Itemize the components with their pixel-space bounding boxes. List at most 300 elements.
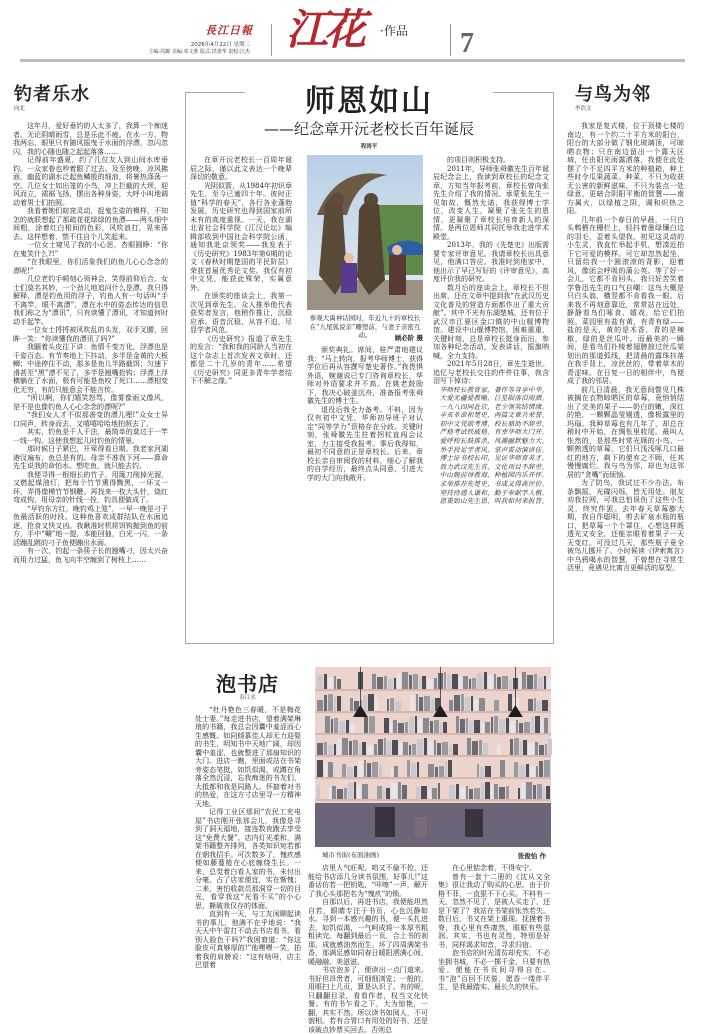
book-spine: [328, 745, 333, 755]
book-spine: [521, 783, 525, 799]
book-spine: [375, 697, 378, 711]
paragraph: 店里人气旺呢。咱又不偷不抢，还能给书店添几分读书氛围，好事儿!”这番话仿若一把钥匙，“咔嚓”一声，解开了我心头那把名为“愧疚”的锁。: [308, 864, 428, 898]
book-spine: [346, 720, 349, 733]
book-spine: [353, 740, 358, 755]
paragraph: 曾有一套十二册的《沈从文全集》很让我动了购买的心思。由于价格不菲，一直狠不下心买。不料有一天，忽然不见了，是被人买走了，还是下架了？我站在书架前怅然若失。数日后，书又在架上重现。抚摸着书脊，我心里有些凄然，眼眶有些湿润。其实，书也有灵性，特别是好书，同样渴求知音，寻求归宿。: [438, 872, 550, 949]
book-spine: [463, 676, 468, 689]
poem-line: 中山舰前谆教诲，种植园内乐开怀。: [439, 471, 549, 480]
divider: [271, 24, 272, 56]
book-spine: [494, 674, 496, 689]
book-spine: [422, 676, 426, 689]
book-spine: [535, 716, 540, 733]
paragraph: 2021年5月28日，章先生逝世。追忆与老校长交往的件件往事，我含泪写下悼诗：: [433, 360, 549, 385]
book-spine: [497, 745, 501, 755]
poem-line: 初中文凭欲考博，校长鼎助不辞劳。: [439, 419, 549, 428]
book-spine: [469, 679, 471, 689]
book-spine: [419, 677, 421, 689]
book-spine: [449, 700, 453, 711]
book-spine: [499, 787, 505, 799]
book-spine: [506, 718, 509, 733]
poem-line: 举手投足学者风，掌声雷动演讲佳。: [439, 445, 549, 454]
book-spine: [368, 694, 374, 711]
book-spine: [524, 722, 530, 733]
book-spine: [417, 739, 423, 755]
book-spine: [454, 695, 460, 711]
book-spine: [480, 767, 484, 777]
book-spine: [377, 786, 382, 799]
page-number: 7: [460, 28, 474, 59]
book-spine: [337, 696, 341, 711]
book-spine: [523, 740, 527, 755]
book-spine: [379, 765, 382, 777]
book-spine: [334, 697, 336, 711]
book-spine: [518, 788, 520, 799]
book-spine: [317, 785, 320, 799]
book-spine: [544, 760, 550, 777]
book-spine: [384, 718, 389, 733]
book-spine: [542, 700, 548, 711]
book-spine: [364, 760, 366, 777]
book-spine: [347, 767, 353, 777]
book-spine: [460, 719, 465, 733]
paragraph: 2013年，我的《先楚史》出版需要专家评审意见。我请章校长出具意见，他满口答应。我准时到他家中，他出示了早已写好的《评审意见》，高度评价我的研究。: [433, 241, 549, 283]
poem-line: 华师校长教育家，著作等身享中华。: [439, 385, 549, 394]
book-spine: [328, 762, 333, 777]
book-spine: [484, 672, 487, 689]
section-name: ·作品: [380, 24, 408, 38]
book-spine: [494, 700, 499, 711]
book-spine: [432, 788, 437, 799]
book-spine: [383, 789, 385, 799]
article-author: 李浩文: [575, 106, 592, 112]
book-spine: [430, 721, 433, 733]
lamp-cord: [515, 667, 516, 707]
paragraph: 书店泡多了，便读出一点门道来。书好但昂贵者，可细细浏览；一般的，用眼扫上几页，算是认识了。有的呢，只翻翻目录，看看作者，权当文化快餐。有的书乍看之下，大为惊艳，一翻，其实不然。所以读书如阅人，不可貌相。若有合胃口有用处的好书，还是该破点钞票买回去。否则总: [308, 966, 428, 1034]
book-spine: [477, 673, 483, 689]
book-spine: [428, 741, 433, 755]
book-spine: [543, 787, 545, 799]
book-spine: [438, 783, 440, 799]
book-spine: [522, 672, 526, 689]
article-body: [13, 122, 168, 1020]
article-body: [190, 156, 292, 640]
book-spine: [456, 716, 459, 733]
book-spine: [399, 743, 402, 755]
box-border: [185, 92, 186, 643]
paragraph: 其实，钓鱼是千人千法，最简单的莫过于一竿一线一钩。这使我想起儿时钓鱼的情景。: [13, 428, 168, 445]
editor-credits: 主编:周璐 美编:邓文胜 版式:洪蕾华 责校:江杰: [148, 49, 250, 55]
photo-credit: 顾必阶 摄: [394, 334, 423, 342]
book-spine: [398, 723, 404, 733]
main-title: 师恩如山: [305, 84, 433, 119]
header-rule: [20, 59, 685, 62]
paragraph: 《历史研究》报道了章先生的发言：“我和我的同龄人当初在这个杂志上首次发表文章时，还都是二十几岁的青年……希望《历史研究》同更多青年学者结下不解之缘。”: [190, 334, 292, 385]
book-spine: [328, 677, 333, 689]
book-spine: [377, 677, 383, 689]
book-spine: [416, 787, 420, 799]
poem-line: 效力武汉先生喜，文化项目不辞劳。: [439, 462, 549, 471]
book-spine: [384, 676, 387, 689]
book-spine: [539, 745, 544, 755]
book-spine: [544, 676, 546, 689]
shelf-board: [315, 799, 551, 801]
paragraph: 数月后的座谈会上，章校长不但出席，还在文章中提到我“在武汉历史文化普及的营造方面都作出了重大贡献”。其中不光有东湖楚城，还有位于武汉市江夏区金口镇的中山舰博物馆。建设中山舰博物馆，困难重重，关键时刻，总是章校长挺身而出，参加各种纪念活动，发表讲话，摇旗呐喊，全力支持。: [433, 283, 549, 360]
paragraph: 几年前一个春日的早晨，一只白头鹎栖在栅栏上，轻抖着墨绿镶白边的羽毛，歪着头望我。初见这灵动的小生灵，我直忙举起手机，想凑近拍下它可爱的模样。可它却忽然起坐，只留给我一个圆滚滚的背影，迎着风，像团会呼吸的蒲公英。等了好一会儿，它都不肯回头，我只好苦笑着学鲁迅先生的口气自嘲：这鸟大概是只白头翁，横竖都不肯看我一眼。后来我不再刻意靠近，常常站在远处，静静看鸟们啄食、嬉戏，给它们拍照。菜园里有盐有黄，有青有绿——盐的是天，黄的是木香，青的是辣椒，绿的是丝瓜叶。而最美的一瞬间，是看鸟们扑棱着翅膀掠过丝瓜架划出的那道弧线，把清晨的露珠抖落在我手背上，凉丝丝的，带着草木的青涩味。在日复一日的相伴中，鸟便成了我的邻居。: [567, 215, 684, 385]
book-spine: [537, 701, 541, 711]
book-spine: [342, 764, 346, 777]
book-spine: [494, 716, 498, 733]
book-spine: [528, 699, 533, 711]
book-spine: [440, 723, 442, 733]
paragraph: 我家是复式楼，位于顶楼七楼的南边，有一个约二十平方米的阳台，阳台的大部分做了钢化玻璃顶，可晾晒衣物；只在南边留出一个露天区域，任由阳光雨露洒落，我便在此处摆了个不足四平方米的种植箱，种上些时令瓜果蔬菜。种菜，不只为收获无公害的新鲜滋味，不只为装点一处绿意，更暗合阴阳平衡的智慧——南方属火，以绿植之阴，调和炽热之阳。: [567, 122, 684, 215]
book-spine: [530, 767, 535, 777]
book-spine: [466, 786, 468, 799]
book-spine: [403, 742, 408, 755]
book-spine: [324, 742, 327, 755]
book-spine: [510, 721, 515, 733]
book-spine: [485, 722, 490, 733]
book-spine: [472, 741, 478, 755]
book-spine: [393, 720, 397, 733]
book-spine: [481, 723, 484, 733]
book-spine: [332, 786, 336, 799]
paragraph: 在心里惦念着，不得安宁。: [452, 864, 536, 872]
book-spine: [491, 717, 493, 733]
book-spine: [423, 718, 429, 733]
book-spine: [390, 698, 394, 711]
book-spine: [481, 783, 484, 799]
book-spine: [419, 697, 423, 711]
article-body: [433, 156, 549, 640]
lamp-cord: [440, 667, 441, 707]
book-spine: [466, 718, 468, 733]
paragraph: 记得工业区那间“农民工充电屋”书店刚开张那会儿，我像是寻到了洞天福地，接连数夜跑去享受这“免费大餐”。店内灯光柔和，满架书籍整齐排列，各类知识宛若都在朝我招手。可次数多了，愧疚感便如藤蔓般在心底缠绕生长。一来，总觉着白看人家的书，未付出分毫，占了店家便宜，实在惭愧；二来，害怕收款员那洞穿一切的目光，看穿我这“光看不买”的小心思，撕破我仅存的体面。: [195, 808, 301, 910]
book-spine: [388, 679, 393, 689]
section-logo: 江花: [286, 5, 363, 54]
paragraph: 这年月，爱好垂钓的人太多了，我算一个痴迷者。无论阴晴雨雪，总是乐此不疲。在水一方，物我两忘，眼里只有随风摇曳于水面的浮漂，忽闪忽闪，我的心随也随之起起落落……: [13, 122, 168, 156]
paragraph: 退役后我全力备考。不料，因为仅有初中文凭，华师初导班子对认定“同等学力”资格存在分歧。关键时刻，张舜徽先生拄着拐杖直闯会议室，力主接受我报考。事后我得知，最初不同意的正是章校长。后来，章校长亲自审阅我的材料，细心了解我的自学经历，最终点头同意，引进大学的大门向我敞开。: [307, 405, 423, 482]
book-spine: [471, 696, 473, 711]
book-spine: [424, 738, 427, 755]
book-spine: [514, 762, 518, 777]
paragraph: “我们女人才不似那善变的漂儿哩!”众女士异口同声，转身而去，又嘻嘻哈哈地拍照去了。: [13, 411, 168, 428]
book-spine: [410, 695, 415, 711]
article-title: 泡书店: [216, 672, 279, 696]
main-subtitle: ——纪念章开沅老校长百年诞辰: [263, 120, 474, 138]
book-spine: [541, 719, 543, 733]
chair: [375, 807, 395, 837]
book-spine: [342, 738, 348, 755]
backpack: [415, 817, 427, 837]
book-spine: [536, 766, 538, 777]
book-spine: [391, 767, 393, 777]
book-spine: [526, 764, 529, 777]
paragraph: “所以啊，你们嬉笑怒骂，像雾像雨又像风，是不是也像钓鱼人心心念念的漂呢?”: [13, 394, 168, 411]
book-spine: [497, 677, 501, 689]
book-spine: [394, 678, 396, 689]
book-spine: [317, 700, 323, 711]
book-spine: [431, 699, 434, 711]
paragraph: 我看着她们窈窕灵动，捉鬼生姿的模样，不知怎的就联想起了那疏花花绿绿的鱼漂——两头细中间粗，涂着红白相间的色彩，风吹浪打，晃来荡去。这样想着，禁不住自个儿笑起来。: [13, 207, 168, 241]
book-spine: [328, 694, 333, 711]
article-author: 程涛平: [360, 144, 378, 150]
book-spine: [494, 784, 498, 799]
image-caption: 城市书街(布面油画): [322, 851, 380, 859]
book-spine: [350, 723, 355, 733]
book-spine: [508, 694, 512, 711]
box-border: [185, 643, 554, 644]
book-spine: [413, 674, 418, 689]
lamp-cord: [360, 667, 361, 707]
book-spine: [469, 721, 473, 733]
book-spine: [409, 745, 411, 755]
book-spine: [544, 718, 548, 733]
book-spine: [538, 677, 543, 689]
book-spine: [519, 673, 521, 689]
book-spine: [506, 786, 509, 799]
paragraph: 前几日清晨，我无意间瞥见几株被搁在衣物晾晒区的草莓，竟悄悄结出了完美的果子——奶白的嫩，深红的艳，一颗颗晶莹剔透，像极露里的玛瑙。我种草莓也有几年了，却总在稍时中开始，在惆怅里收尾。最叫人怅然的，是那些时常光顾的小鸟。一颗熟透的草莓，它们只浅浅啄几口最红的地方，剩下的便弃之不顾，任其慢慢腐烂。我与鸟为邻，却也为这邻居的“贪嘴”而烦恼。: [567, 385, 684, 479]
image-credit: 张俊怡 作: [517, 852, 546, 860]
book-spine: [502, 676, 508, 689]
book-spine: [359, 743, 361, 755]
book-spine: [527, 675, 533, 689]
book-spine: [467, 738, 471, 755]
book-spine: [407, 760, 410, 777]
book-spine: [317, 675, 323, 689]
book-spine: [534, 674, 537, 689]
book-spine: [460, 787, 465, 799]
book-spine: [452, 674, 458, 689]
book-spine: [447, 675, 451, 689]
book-spine: [477, 764, 479, 777]
paragraph: 泡书店的时光清贫却充实，不必坐拥书城，不必一掷千金，只要有热爱，便能在书页间寻得自在。书“泡”百回不厌倦，愿香一缕伴平生，是我最踏实、最长久的快乐。: [438, 949, 550, 991]
newspaper-logo: 長江日報: [205, 24, 253, 37]
book-spine: [535, 742, 538, 755]
book-spine: [357, 785, 361, 799]
book-spine: [453, 744, 458, 755]
paragraph: “早钓东方红，晚钓鸡上笼”，一早一晚是刁子鱼最活跃的时段。这种鱼喜欢成群结队在水面追逐，抢食又快又凶。我瞅准时机将饵钩抛到鱼的前方，手中“唰”地一提，本能回抽，白光一闪，一条活蹦乱跳的刁子鱼便蹦出水面。: [13, 504, 168, 547]
book-spine: [434, 678, 437, 689]
book-spine: [324, 695, 327, 711]
book-spine: [469, 789, 473, 799]
divider: [450, 24, 451, 56]
book-spine: [325, 716, 330, 733]
book-spine: [500, 760, 505, 777]
paragraph: 有一次，钓起一条筷子长的翘嘴刁，因太兴奋而用力过猛，鱼飞向半空缠到了树枝上……: [13, 547, 168, 564]
book-spine: [395, 701, 401, 711]
book-spine: [324, 763, 327, 777]
book-spine: [491, 785, 493, 799]
book-spine: [412, 744, 416, 755]
book-spine: [449, 785, 455, 799]
book-spine: [362, 742, 366, 755]
book-spine: [519, 723, 523, 733]
book-spine: [334, 718, 338, 733]
book-spine: [339, 721, 345, 733]
book-spine: [409, 717, 414, 733]
book-spine: [372, 762, 378, 777]
book-spine: [390, 721, 392, 733]
book-spine: [415, 716, 417, 733]
shelf-board: [315, 777, 551, 779]
paragraph: 在颁奖的座谈会上，我第一次见到章先生。众人推举他代表获奖者发言，他稍作推让，沉稳应承。语音沉稳，从容不迫，尽显学者风范。: [190, 292, 292, 334]
book-spine: [548, 739, 552, 755]
paragraph: 一位女士捋捋被风吹乱的头发，双手叉腰，回眸一笑：“你读懂我的漂讯了吗?”: [13, 326, 168, 343]
paragraph: 记得前年盛夏，约了几位友人到山间水库垂钓。一众家眷也吵着跟了过去。及至傍晚，凉风拂面，幽蓝的湖水泛起鱼鳞般的细浪，将暑热涤荡一空。几位女士如出笼的小鸟，冲上拦截的大坝，迎风而立，裙裾飞扬，摆出各种身姿，大呼小叫地调动着男士们拍照。: [13, 156, 168, 207]
book-spine: [424, 696, 430, 711]
book-spine: [354, 766, 357, 777]
box-border: [553, 92, 554, 643]
book-spine: [509, 679, 512, 689]
paragraph: “牡丹艳色三春暖，不是梅花处士妻。”每走进书店，望着满架琳琅的书籍，我总会因囊中羞涩而心生感慨。如同倾慕佳人却无力迎娶的书生，明知书中天地广阔，却因囊中羞涩，也就整进了那扇知识的大门。进店一瞧，里面或站在书架旁姿态笔挺，如饥似渴，或蹲在角落全然沉浸，忘我痴迷的书友们，大抵都和我是同路人。怀揣着对书的热爱，在这方寸店里寻一方精神天地。: [195, 706, 301, 808]
poem-line: 恩重如山先生恩，叫我如何来报答。: [439, 497, 549, 506]
book-spine: [445, 761, 447, 777]
article-author: 向北: [14, 106, 26, 112]
poem-line: 博士证书校长印，见证华师育英才。: [439, 454, 549, 463]
paragraph: 直到有一天，与工友闲聊起读书的事儿，他满不在乎地说：“我天天中午雷打不动去书店看书，看别人脸色干吗?”我困窘道：“你这脸皮可真够厚的!”他嘿嘿一笑，拍着我的肩膀说：“这有啥呀，店主巴望着: [195, 910, 301, 969]
book-spine: [456, 784, 459, 799]
book-spine: [386, 788, 390, 799]
book-spine: [416, 694, 418, 711]
book-spine: [474, 788, 480, 799]
book-spine: [516, 720, 518, 733]
shelf-board: [315, 755, 551, 757]
book-spine: [526, 782, 532, 799]
book-spine: [367, 745, 373, 755]
book-spine: [418, 719, 422, 733]
book-spine: [427, 679, 433, 689]
book-spine: [364, 717, 368, 733]
paragraph: 几位老钓手顿刻心领神会，笑得前仰后合。女士们莫名其妙，一个劲儿地追问什么是漂。我只得解释，漂是钓鱼用的浮子，钓鱼人有一句话叫“手不离竿，眼不离漂”，漂在水中的姿态传达的信息我们称之为“漂讯”，只有读懂了漂讯，才知道何时动手起竿。: [13, 275, 168, 326]
book-spine: [387, 699, 389, 711]
book-spine: [348, 783, 353, 799]
paragraph: 颁奖典礼。席间，桂严肃地建议我：“马上转向，报考华师博士，获得学位后再从容撰写楚史著作。”我畏惧外语，婉谢说已专门咨询章校长，华师对外语要求并不高。在姚老鼓励下，我决心破釜沉舟，准备报考张舜徽先生的博士生。: [307, 346, 423, 405]
book-spine: [443, 722, 447, 733]
book-spine: [534, 698, 536, 711]
book-spine: [317, 743, 323, 755]
book-spine: [533, 785, 536, 799]
book-spine: [334, 744, 336, 755]
book-spine: [358, 761, 363, 777]
book-spine: [337, 679, 341, 689]
book-spine: [411, 763, 416, 777]
paragraph: 的项目则积极支持。: [447, 156, 510, 164]
book-spine: [428, 764, 434, 777]
book-spine: [479, 740, 482, 755]
book-spine: [545, 744, 547, 755]
photo-statue: [307, 155, 423, 310]
poem-line: 坚持待遇人谦和，勤于奉献学人楷。: [439, 488, 549, 497]
book-spine: [531, 717, 534, 733]
book-spine: [337, 789, 343, 799]
book-spine: [442, 742, 448, 755]
shelf-board: [315, 733, 551, 735]
book-spine: [350, 698, 353, 711]
paragraph: 我腼着头皮往下讲：鱼情千变万化，浮漂也是千姿百态。有节奏地上下抖动，多半是金黄的大板鲫；中途停住不动，那多是鱼儿半路截饵；匀速下滑甚至“黑”漂不见了，多半是翘嘴抢钩；浮漂上浮横躺在了水面，极有可能是鱼咬了死口……漂相变化无穷，有的只能意会不能言传。: [13, 343, 168, 394]
book-spine: [369, 716, 375, 733]
book-spine: [461, 694, 464, 711]
book-spine: [337, 739, 341, 755]
book-spine: [488, 675, 493, 689]
book-spine: [510, 739, 513, 755]
article-body: [567, 122, 684, 1020]
book-spine: [546, 786, 550, 799]
book-spine: [472, 678, 476, 689]
paragraph: 自那以后，再进书店，我便能坦然自若，眼睛专注于书页，心也沉静如水。寻到一本感兴趣的书，便一头扎进去，如饥似渴，一气呵成将一本厚书粗粗读完。每翻到最后一页，合上书的刹那，成就感油然而生。坏了四周满架书香，那满足感如同春日暖阳洒满心间，暖融融、美滋滋。: [308, 898, 428, 966]
book-spine: [405, 722, 408, 733]
book-spine: [394, 766, 398, 777]
article-title: 与鸟为邻: [575, 84, 651, 105]
book-spine: [324, 674, 327, 689]
paragraph: 在章开沅老校长一百周年诞辰之际，谨以此文表达一个晚辈深切的敬意。: [190, 156, 292, 181]
book-spine: [547, 679, 551, 689]
book-spine: [372, 674, 376, 689]
book-spine: [384, 738, 386, 755]
book-spine: [528, 743, 534, 755]
book-spine: [449, 745, 452, 755]
book-spine: [435, 767, 438, 777]
article-body: [307, 346, 423, 640]
article-author: 春江水: [239, 695, 256, 701]
book-spine: [398, 782, 401, 799]
book-spine: [474, 699, 478, 711]
book-spine: [434, 740, 436, 755]
paragraph: 那时候日子紧巴，开荤得看日期。我老家河湖港汊遍布，鱼总是有的。母亲不准我下河——算命先生说我的命怕水。想吃鱼，就只能去钓。: [13, 445, 168, 470]
article-title: 钓者乐水: [14, 84, 90, 105]
paragraph: 光阴似箭，从1984年初识章先生，至今已逾四十年。彼时正值“科学的春天”，各行各业蓬勃发展，历史研究也得到国家前所未有的高度重视。一天，我在湖北省社会科学院《江汉论坛》编辑部收到中国社会科学院公函，通知我赴京领奖——我发表于《历史研究》1983年第6期的论文《春秋时期楚国的平民阶层》荣获首届优秀论文奖。我仅有初中文凭，能获此殊荣，实属意外。: [190, 181, 292, 292]
floor: [315, 803, 551, 847]
book-spine: [397, 673, 401, 689]
book-spine: [483, 743, 488, 755]
book-spine: [437, 743, 441, 755]
book-spine: [349, 741, 352, 755]
book-spine: [363, 695, 367, 711]
book-spine: [485, 766, 491, 777]
chair: [465, 809, 483, 837]
book-spine: [374, 744, 377, 755]
photo-caption: 参观大禹神话园时，年近九十的章校长在“九尾狐说亲”雕塑前，与妻子亲密互动。: [309, 314, 421, 339]
book-spine: [439, 766, 444, 777]
book-spine: [428, 789, 431, 799]
poem-line: 严格考试铁威格，有幸华师大门开。: [439, 428, 549, 437]
book-spine: [378, 739, 383, 755]
article-body: [438, 864, 550, 1020]
book-spine: [329, 787, 331, 799]
book-spine: [421, 786, 427, 799]
book-spine: [344, 788, 347, 799]
article-body: [308, 864, 428, 1034]
painting-bookstore: [315, 667, 551, 847]
book-spine: [354, 782, 356, 799]
book-spine: [479, 698, 485, 711]
book-spine: [459, 677, 462, 689]
book-spine: [409, 675, 412, 689]
paragraph: 2011年，导师张舜徽先生百年诞辰纪念会上，我读到章校长的纪念文章，方知当年报考前，章校长曾向张先生介绍了我的情况。承蒙张先生一见如故，慨然允诺，我获得博士学位，改变人生，凝聚了张先生的恩情，更凝聚了章校长培育新人的深情。是两位恩师共同托举我走进学术殿堂。: [433, 164, 549, 241]
book-spine: [392, 740, 398, 755]
book-spine: [334, 676, 336, 689]
book-spine: [362, 784, 368, 799]
book-spine: [402, 672, 408, 689]
book-spine: [331, 719, 333, 733]
poem-line: 大爱无疆爱教喻，巨星陨落泪雨洒。: [439, 394, 549, 403]
book-spine: [539, 761, 543, 777]
book-spine: [485, 782, 490, 799]
book-spine: [519, 765, 525, 777]
poem-line: 辛亥革命和楚史，两篇文章共荣誉。: [439, 411, 549, 420]
book-spine: [444, 672, 446, 689]
book-spine: [474, 720, 480, 733]
paragraph: 我便寻得一根细长的竹子，用篾刀削掉光溜，又燃起煤油灯，把每个竹节熏得黝黑，一环又一环，弄得像模竹节钢鞭。再找来一枚大头针，烧红弯成钩，用母亲的针线一拴，钓具便做成了。: [13, 470, 168, 504]
